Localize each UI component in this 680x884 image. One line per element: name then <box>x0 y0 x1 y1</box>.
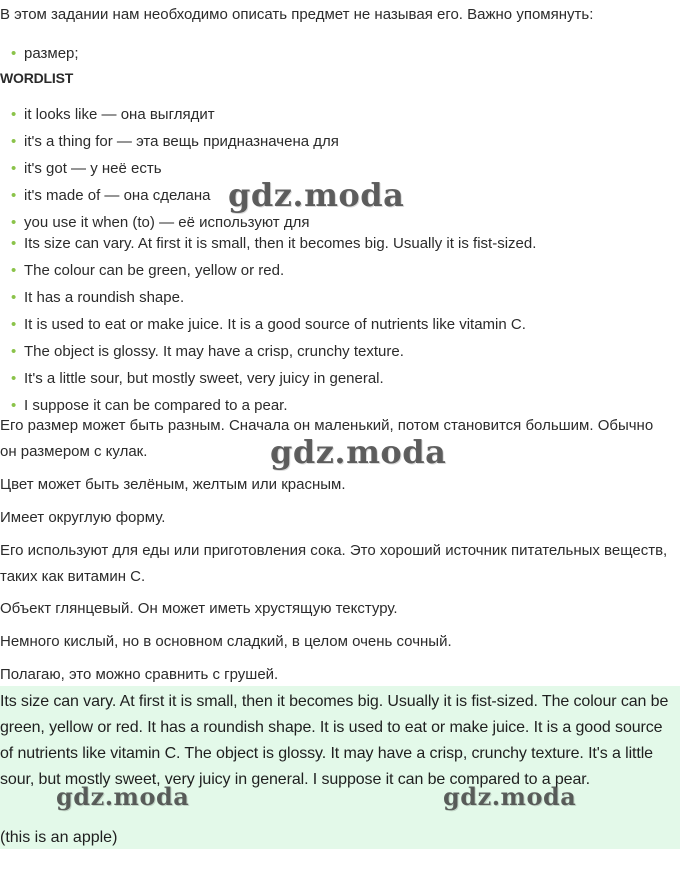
translation-paragraph: Имеет округлую форму. <box>0 509 166 526</box>
bullet-icon: • <box>11 187 17 204</box>
list-item: • The colour can be green, yellow or red. <box>0 257 536 284</box>
watermark: gdz.moda <box>228 176 405 214</box>
translation-paragraph: Объект глянцевый. Он может иметь хрустящую текстуру. <box>0 600 398 617</box>
list-item: • it's got — у неё есть <box>0 155 339 182</box>
bullet-icon: • <box>11 214 17 231</box>
wordlist-title: WORDLIST <box>0 70 74 86</box>
list-item: • It's a little sour, but mostly sweet, very juicy in general. <box>0 365 536 392</box>
list-item: • it's a thing for — эта вещь придназначена для <box>0 128 339 155</box>
answer-text: Its size can vary. At first it is small, then it becomes big. Usually it is fist-sized. The colour can be green, yellow or red. It has a roundish shape. It is used to eat or make juice. It is a good source of nutrients like vitamin C. The object is glossy. It may have a crisp, crunchy texture. It's a little sour, but mostly sweet, very juicy in general. I suppose it can be compared to a pear. <box>0 693 669 788</box>
translation-paragraph: Цвет может быть зелёным, желтым или красным. <box>0 476 346 493</box>
bullet-icon: • <box>11 289 17 306</box>
list-item: • it's made of — она сделана <box>0 182 339 209</box>
intro-text: В этом задании нам необходимо описать предмет не называя его. Важно упомянуть: <box>0 6 594 23</box>
list-item: • It has a roundish shape. <box>0 284 536 311</box>
bullet-icon: • <box>11 45 17 62</box>
list-item: • It is used to eat or make juice. It is a good source of nutrients like vitamin C. <box>0 311 536 338</box>
translation-paragraph: Его размер может быть разным. Сначала он маленький, потом становится большим. Обычно он размером с кулак. <box>0 417 654 460</box>
bullet-icon: • <box>11 235 17 252</box>
list-item: • размер; <box>0 40 79 67</box>
answer-note: (this is an apple) <box>0 829 118 846</box>
wordlist <box>0 101 339 236</box>
list-item: • it looks like — она выглядит <box>0 101 339 128</box>
intro-list <box>0 40 79 67</box>
list-item: • you use it when (to) — её используют для <box>0 209 339 236</box>
bullet-icon: • <box>11 397 17 414</box>
translation-paragraph: Его используют для еды или приготовления сока. Это хороший источник питательных веществ, таких как витамин С. <box>0 542 668 585</box>
bullet-icon: • <box>11 160 17 177</box>
watermark: gdz.moda <box>443 782 577 811</box>
bullet-icon: • <box>11 343 17 360</box>
translation-paragraph: Немного кислый, но в основном сладкий, в целом очень сочный. <box>0 633 452 650</box>
description-list <box>0 230 536 419</box>
list-item: • Its size can vary. At first it is small, then it becomes big. Usually it is fist-sized. <box>0 230 536 257</box>
bullet-icon: • <box>11 106 17 123</box>
bullet-icon: • <box>11 370 17 387</box>
watermark: gdz.moda <box>56 782 190 811</box>
bullet-icon: • <box>11 316 17 333</box>
translation-paragraph: Полагаю, это можно сравнить с грушей. <box>0 666 279 683</box>
watermark: gdz.moda <box>270 433 447 471</box>
list-item: • The object is glossy. It may have a crisp, crunchy texture. <box>0 338 536 365</box>
list-item: • I suppose it can be compared to a pear. <box>0 392 536 419</box>
bullet-icon: • <box>11 133 17 150</box>
bullet-icon: • <box>11 262 17 279</box>
